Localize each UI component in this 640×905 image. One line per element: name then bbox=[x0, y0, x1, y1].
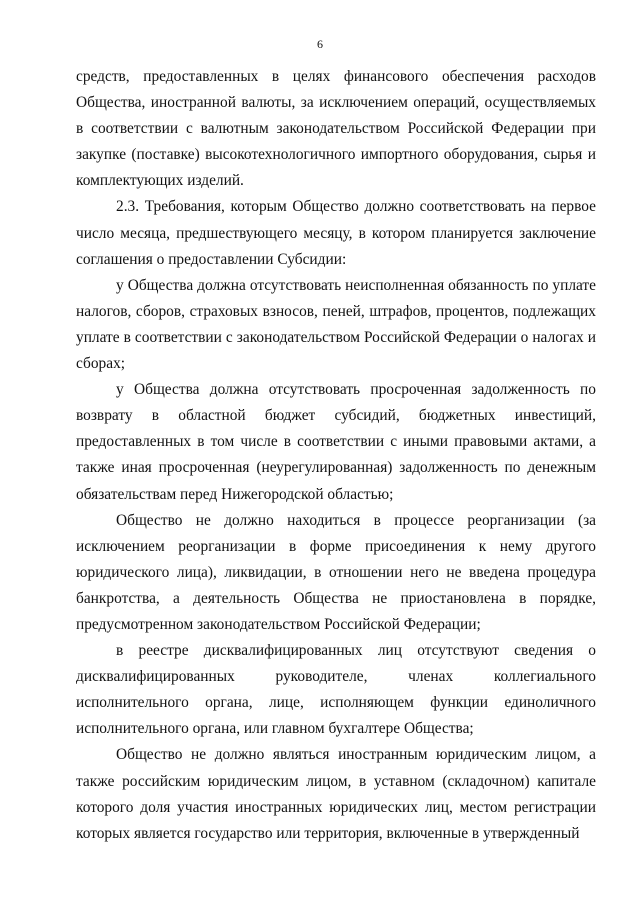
paragraph-continuation: средств, предоставленных в целях финансового обеспечения расходов Общества, иностранной валюты, за исключением операций, осуществляемых в соответствии с валютным законодательством Российской Федерации при закупке (поставке) высокотехнологичного импортного оборудования, сырья и комплектующих изделий. bbox=[76, 68, 596, 190]
paragraph-foreign-entity: Общество не должно являться иностранным юридическим лицом, а также российским юридическим лицом, в уставном (складочном) капитале которого доля участия иностранных юридических лиц, местом регистрации которых является государство или территория, включенные в утвержденный bbox=[76, 746, 596, 842]
paragraph-tax-obligations: у Общества должна отсутствовать неисполненная обязанность по уплате налогов, сборов, страховых взносов, пеней, штрафов, процентов, подлежащих уплате в соответствии с законодательством Российской Федерации о налогах и сборах; bbox=[76, 276, 596, 373]
document-body bbox=[76, 64, 596, 847]
page-number: 6 bbox=[317, 37, 323, 51]
paragraph-overdue-debt: у Общества должна отсутствовать просроченная задолженность по возврату в областной бюджет субсидий, бюджетных инвестиций, предоставленных в том числе в соответствии с иными правовыми актами, а также иная просроченная (неурегулированная) задолженность по денежным обязательствам перед Нижегородской областью; bbox=[76, 381, 596, 503]
paragraph-requirements-intro: 2.3. Требования, которым Общество должно соответствовать на первое число месяца, предшествующего месяцу, в котором планируется заключение соглашения о предоставлении Субсидии: bbox=[76, 198, 596, 268]
paragraph-disqualified-persons: в реестре дисквалифицированных лиц отсутствуют сведения о дисквалифицированных руководителе, членах коллегиального исполнительного органа, лице, исполняющем функции единоличного исполнительного органа, или главном бухгалтере Общества; bbox=[76, 642, 596, 738]
paragraph-reorganization: Общество не должно находиться в процессе реорганизации (за исключением реорганизации в форме присоединения к нему другого юридического лица), ликвидации, в отношении него не введена процедура банкротства, а деятельность Общества не приостановлена в порядке, предусмотренном законодательством Российской Федерации; bbox=[76, 511, 596, 633]
